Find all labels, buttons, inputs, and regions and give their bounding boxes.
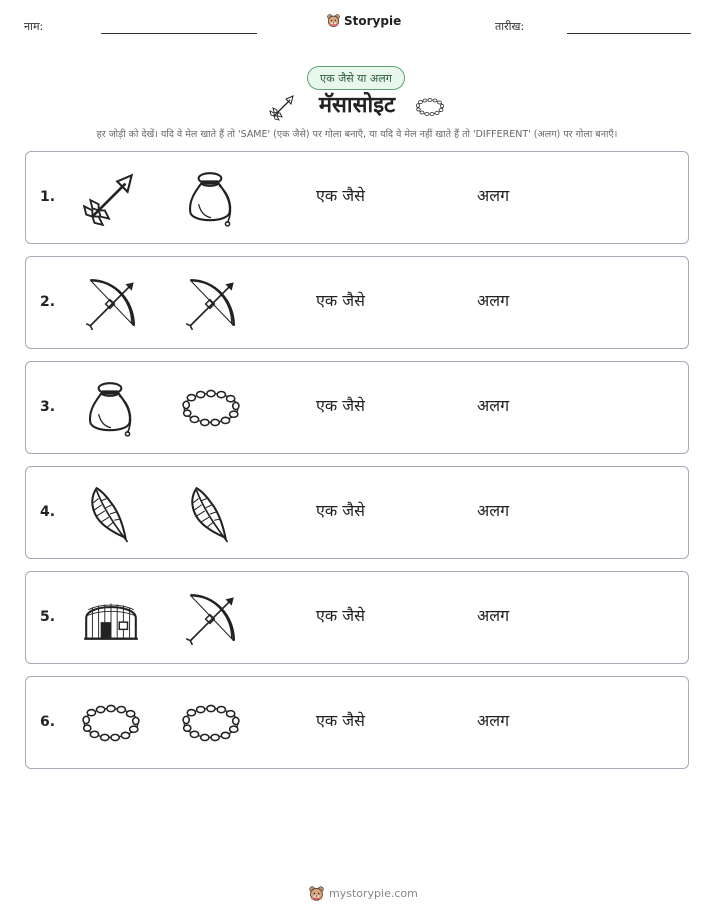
question-row [25, 466, 689, 559]
footer-url: mystorypie.com [329, 887, 418, 900]
bear-mascot-icon [308, 885, 325, 902]
same-option[interactable]: एक जैसे [316, 606, 365, 625]
bow-icon [180, 587, 242, 649]
same-option[interactable]: एक जैसे [316, 291, 365, 310]
question-row [25, 361, 689, 454]
same-option[interactable]: एक जैसे [316, 501, 365, 520]
pouch-icon [180, 167, 242, 229]
arrow-icon [80, 167, 142, 229]
question-row [25, 571, 689, 664]
same-option[interactable]: एक जैसे [316, 186, 365, 205]
different-option[interactable]: अलग [477, 291, 510, 310]
name-field-line[interactable] [101, 33, 257, 34]
bow-icon [180, 272, 242, 334]
brand-logo [326, 13, 401, 28]
instructions: हर जोड़ी को देखें। यदि वे मेल खाते हैं तो 'SAME' (एक जैसे) पर गोला बनाएँ, या यदि वे मेल नहीं खाते हैं तो 'DIFFERENT' (अलग) पर गोला बनाएँ। [96, 129, 618, 140]
question-number: 5. [40, 609, 56, 625]
question-number: 2. [40, 294, 56, 310]
brand-name: Storypie [344, 13, 402, 28]
different-option[interactable]: अलग [477, 606, 510, 625]
question-row [25, 151, 689, 244]
different-option[interactable]: अलग [477, 396, 510, 415]
question-number: 4. [40, 504, 56, 520]
bead-bracelet-icon [180, 377, 242, 439]
worksheet-type-badge: एक जैसे या अलग [307, 66, 405, 90]
bead-bracelet-icon [414, 92, 446, 122]
question-number: 1. [40, 189, 56, 205]
question-number: 6. [40, 714, 56, 730]
page-title: मॅसासोइट [318, 92, 396, 118]
feather-icon [80, 482, 142, 544]
name-label: नाम: [24, 20, 44, 33]
same-option[interactable]: एक जैसे [316, 711, 365, 730]
wigwam-icon [80, 587, 142, 649]
different-option[interactable]: अलग [477, 711, 510, 730]
footer [308, 885, 418, 902]
question-row [25, 676, 689, 769]
different-option[interactable]: अलग [477, 501, 510, 520]
bow-icon [80, 272, 142, 334]
date-label: तारीख: [495, 20, 525, 33]
date-field-line[interactable] [567, 33, 691, 34]
bead-bracelet-icon [80, 692, 142, 754]
bead-bracelet-icon [180, 692, 242, 754]
question-number: 3. [40, 399, 56, 415]
question-row [25, 256, 689, 349]
feather-icon [180, 482, 242, 544]
same-option[interactable]: एक जैसे [316, 396, 365, 415]
bear-mascot-icon [326, 13, 341, 28]
different-option[interactable]: अलग [477, 186, 510, 205]
pouch-icon [80, 377, 142, 439]
